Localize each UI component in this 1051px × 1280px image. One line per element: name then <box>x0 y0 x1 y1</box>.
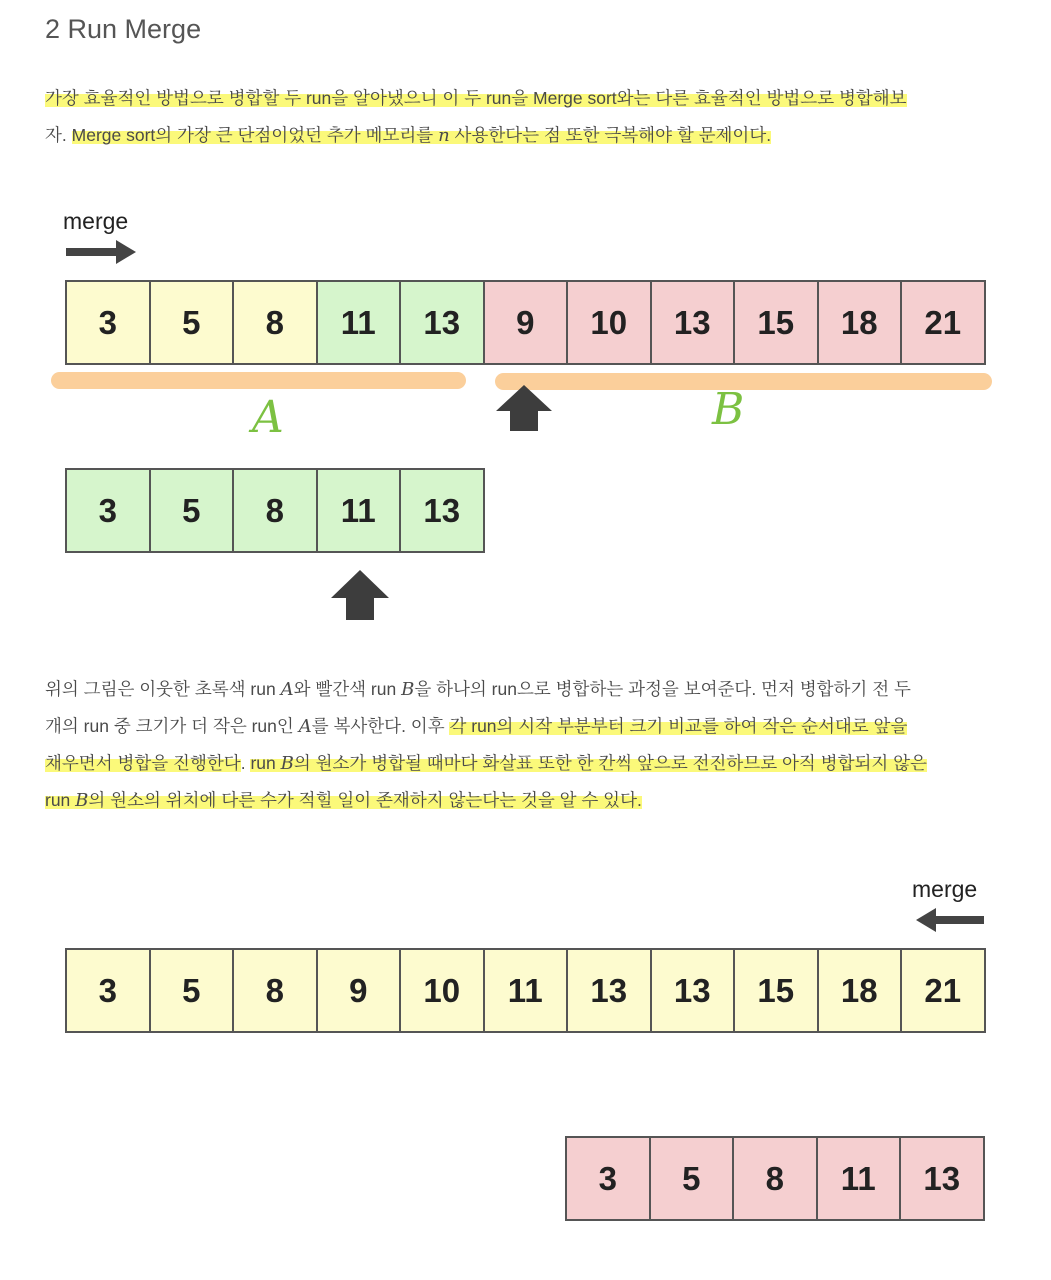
array-cell: 5 <box>651 1138 735 1219</box>
highlight-text: 채우면서 병합을 진행한다 <box>45 753 241 773</box>
up-arrow-icon <box>331 570 389 620</box>
array-cell: 11 <box>485 950 569 1031</box>
array-cell: 13 <box>401 470 485 551</box>
array-cell: 5 <box>151 470 235 551</box>
array-cell: 21 <box>902 282 986 363</box>
array-cell: 13 <box>652 950 736 1031</box>
array-cell: 15 <box>735 950 819 1031</box>
array-cell: 10 <box>568 282 652 363</box>
highlight-text: run B의 원소가 병합될 때마다 화살표 또한 한 칸씩 앞으로 전진하므로 아직 병합되지 않은 <box>250 753 927 774</box>
array-cell: 18 <box>819 282 903 363</box>
highlight-text: 가장 효율적인 방법으로 병합할 두 run을 알아냈으니 이 두 run을 Merge sort와는 다른 효율적인 방법으로 병합해보 <box>45 88 907 108</box>
array-cell: 13 <box>568 950 652 1031</box>
array-cell: 8 <box>734 1138 818 1219</box>
array-cell: 13 <box>901 1138 985 1219</box>
array-cell: 9 <box>318 950 402 1031</box>
array-cell: 13 <box>652 282 736 363</box>
array-cell: 3 <box>567 1138 651 1219</box>
text-segment: 자. <box>45 125 67 145</box>
copied-run-a-array <box>65 468 485 553</box>
array-cell: 3 <box>67 470 151 551</box>
left-arrow-icon <box>916 908 984 932</box>
array-cell: 3 <box>67 282 151 363</box>
main-array-before-merge <box>65 280 986 365</box>
array-cell: 8 <box>234 282 318 363</box>
merge-direction-label: merge <box>912 876 978 902</box>
page-title: 2 Run Merge <box>45 14 202 44</box>
run-b-handwritten-label: B <box>712 384 745 435</box>
array-cell: 3 <box>67 950 151 1031</box>
copied-run-array-pink <box>565 1136 985 1221</box>
array-cell: 18 <box>819 950 903 1031</box>
right-arrow-icon <box>66 240 136 264</box>
array-cell: 11 <box>318 282 402 363</box>
run-a-underline <box>51 372 466 389</box>
paragraph-intro <box>45 80 1010 154</box>
array-cell: 5 <box>151 282 235 363</box>
highlight-text: Merge sort의 가장 큰 단점이었던 추가 메모리를 n 사용한다는 점 또한 극복해야 할 문제이다. <box>71 125 772 146</box>
paragraph-explanation: 위의 그림은 이웃한 초록색 run A와 빨간색 run B을 하나의 run으로 병합하는 과정을 보여준다. 먼저 병합하기 전 두 개의 run 중 크기가 더 작은 run인 A를 복사한다. 이후 각 run의 시작 부분부터 크기 비교를 하여 작은 순서대로 앞을 채우면서 병합을 진행한다. run B의 원소가 병합될 때마다 화살표 또한 한 칸씩 앞으로 전진하므로 아직 병합되지 않은 run B의 원소의 위치에 다른 수가 적힐 일이 존재하지 않는다는 것을 알 수 있다. <box>45 679 927 811</box>
run-a-handwritten-label: A <box>252 392 284 443</box>
merged-array <box>65 948 986 1033</box>
array-cell: 11 <box>818 1138 902 1219</box>
array-cell: 8 <box>234 950 318 1031</box>
highlight-text: run B의 원소의 위치에 다른 수가 적힐 일이 존재하지 않는다는 것을 알 수 있다. <box>45 790 642 811</box>
array-cell: 5 <box>151 950 235 1031</box>
array-cell: 15 <box>735 282 819 363</box>
highlight-text: 각 run의 시작 부분부터 크기 비교를 하여 작은 순서대로 앞을 <box>449 716 908 736</box>
array-cell: 8 <box>234 470 318 551</box>
merge-direction-label: merge <box>63 208 129 234</box>
array-cell: 9 <box>485 282 569 363</box>
array-cell: 21 <box>902 950 986 1031</box>
array-cell: 11 <box>318 470 402 551</box>
array-cell: 10 <box>401 950 485 1031</box>
up-arrow-icon <box>496 385 552 431</box>
array-cell: 13 <box>401 282 485 363</box>
